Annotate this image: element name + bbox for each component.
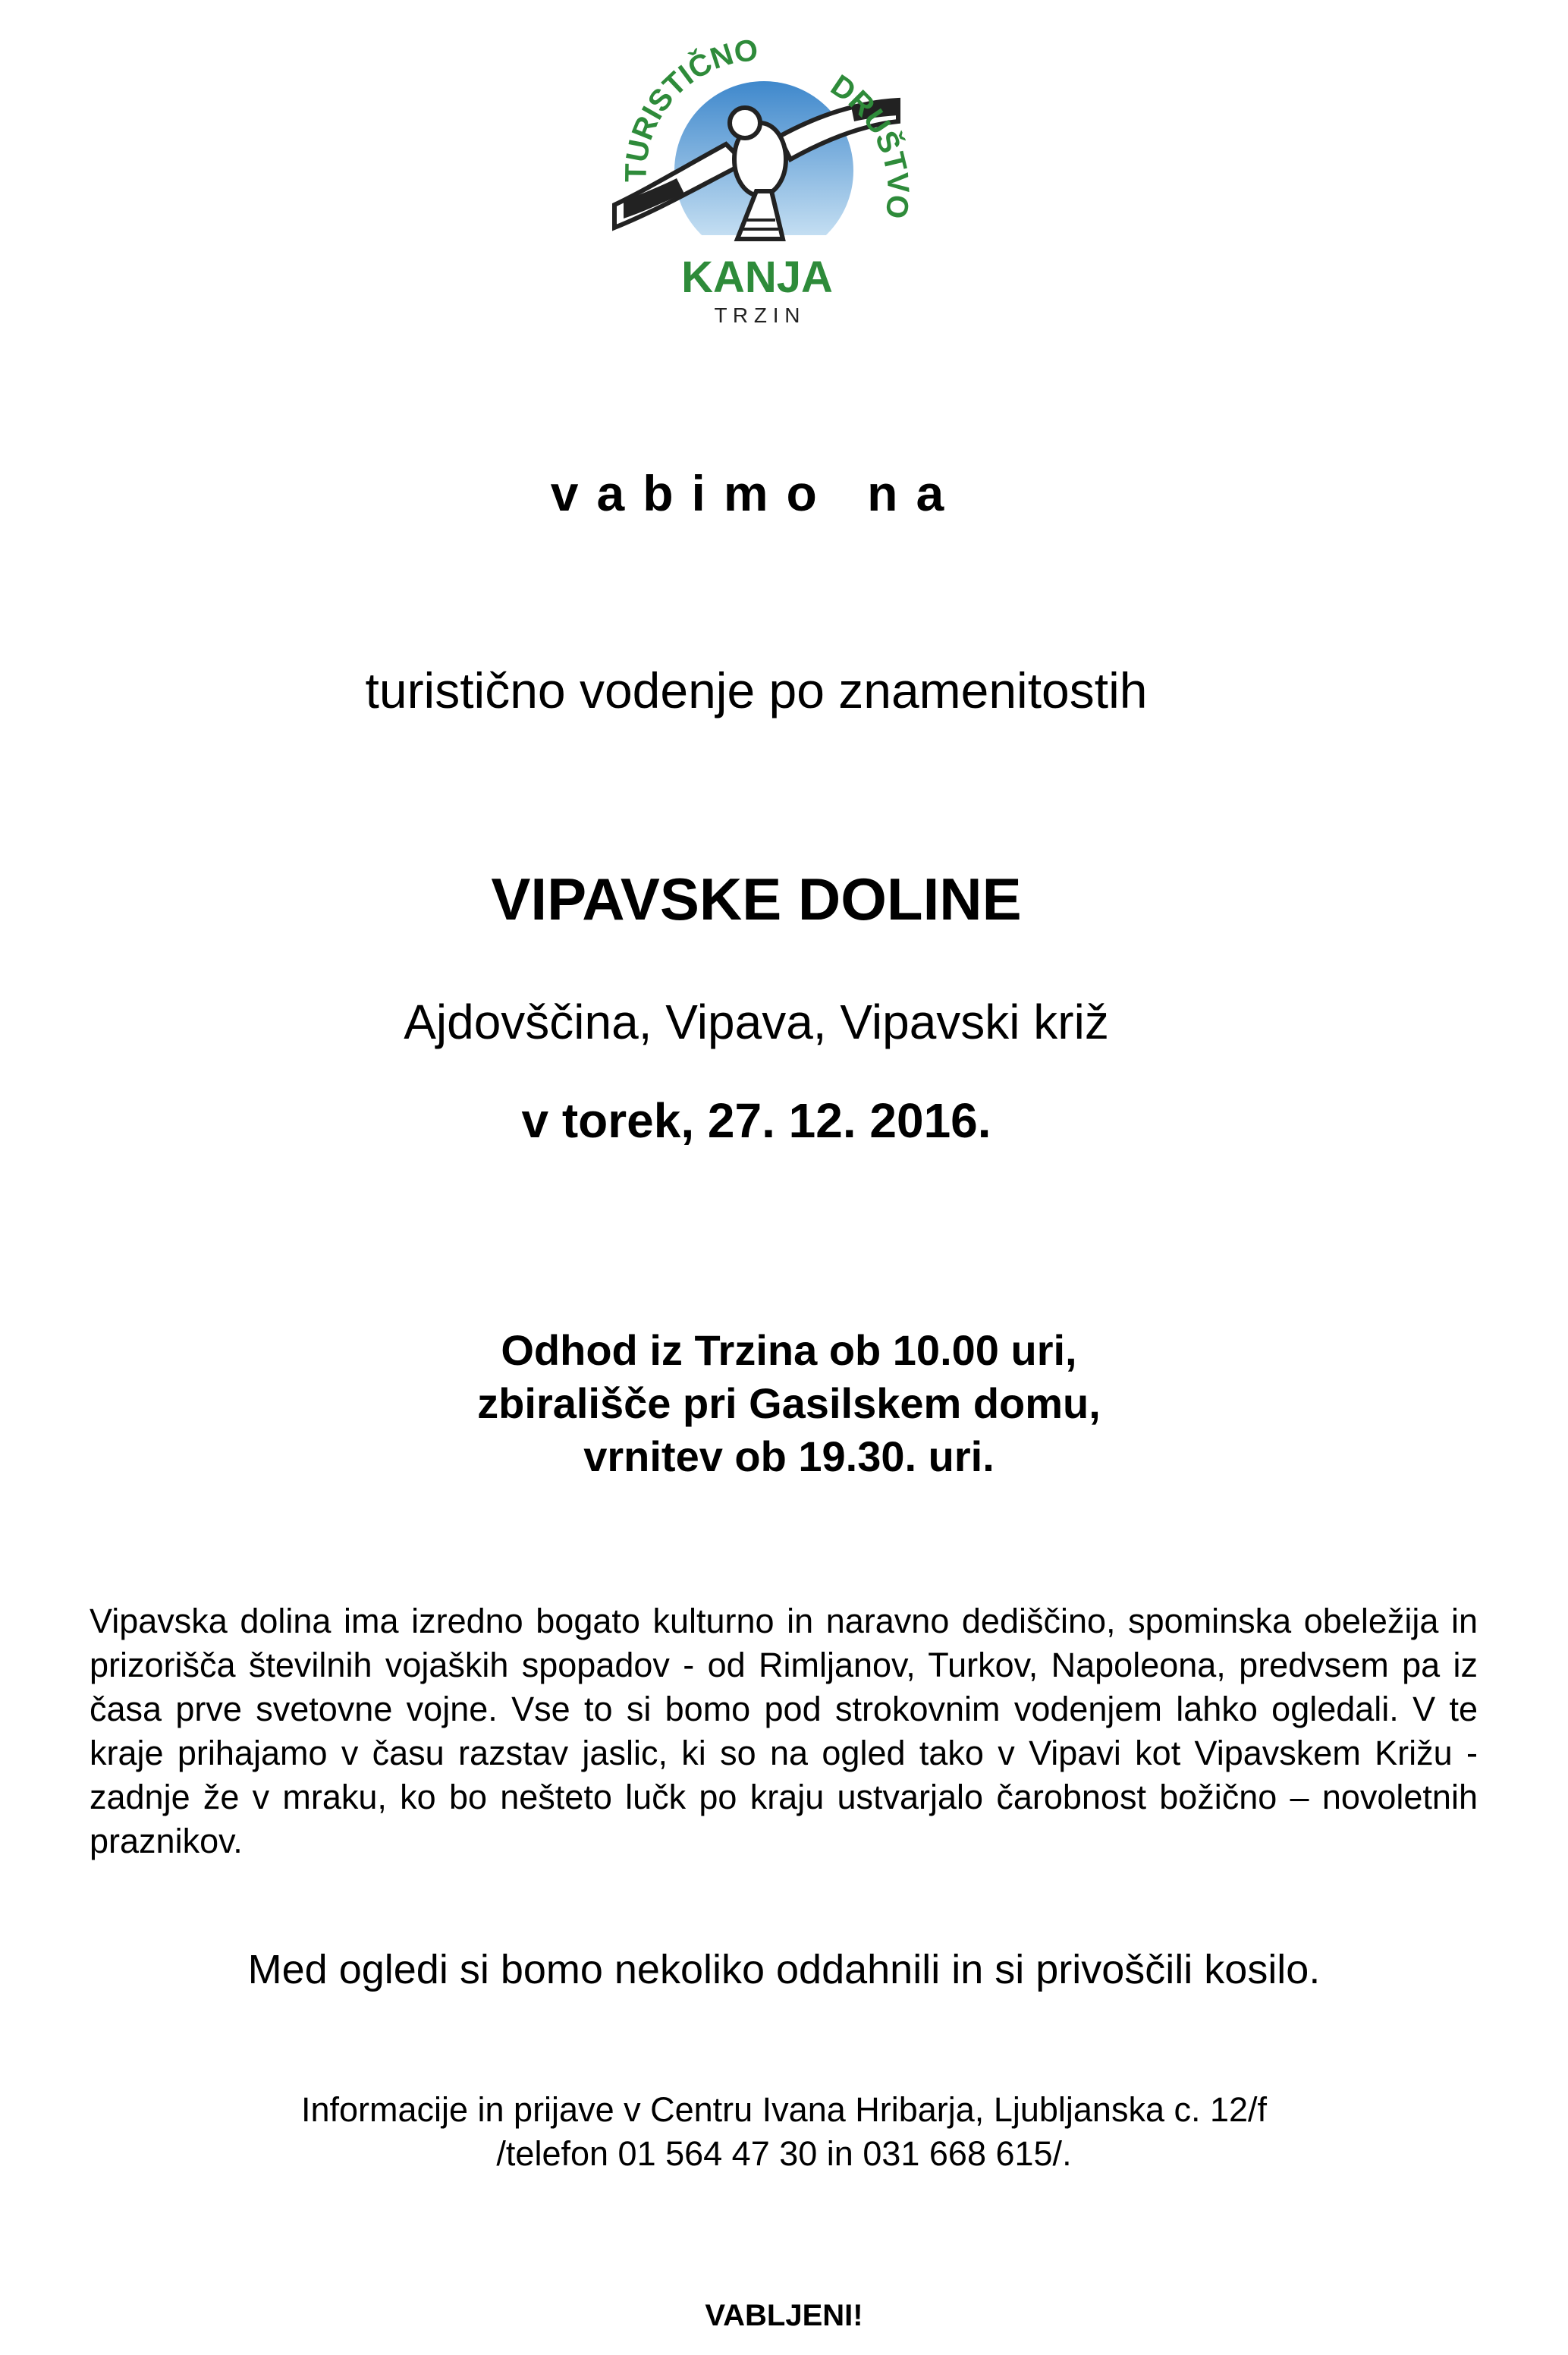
- buzzard-icon: [601, 30, 915, 331]
- logo-arc-right: DRUŠTVO: [825, 68, 915, 221]
- logo-arc-top: TURISTIČNO: [619, 33, 760, 183]
- logo-place: T R Z I N: [714, 303, 800, 327]
- invitation-heading: vabimo na: [550, 465, 963, 521]
- departure-line-2: zbirališče pri Gasilskem domu,: [477, 1379, 1101, 1427]
- departure-line-3: vrnitev ob 19.30. uri.: [583, 1432, 995, 1480]
- departure-line-1: Odhod iz Trzina ob 10.00 uri,: [501, 1326, 1077, 1374]
- description-paragraph: Vipavska dolina ima izredno bogato kulturno in naravno dediščino, spominska obeležija in prizorišča številnih vojaških spopadov - od Rimljanov, Turkov, Napoleona, predvsem pa iz časa prve svetovne vojne. Vse to si bomo pod strokovnim vodenjem lahko ogledali. V te kraje prihajamo v času razstav jaslic, ki so na ogled tako v Vipavi kot Vipavskem Križu - zadnje že v mraku, ko bo nešteto lučk po kraju ustvarjalo čarobnost božično – novoletnih praznikov.: [90, 1602, 1478, 1860]
- closing-invitation: VABLJENI!: [705, 2299, 863, 2332]
- departure-info: [455, 1324, 1123, 1483]
- logo-name: KANJA: [681, 253, 833, 302]
- places-list: Ajdovščina, Vipava, Vipavski križ: [404, 995, 1109, 1049]
- kanja-logo: [601, 30, 915, 331]
- contact-line-1: Informacije in prijave v Centru Ivana Hribarja, Ljubljanska c. 12/f: [300, 2090, 1268, 2129]
- region-title: VIPAVSKE DOLINE: [491, 866, 1022, 932]
- contact-line-2: /telefon 01 564 47 30 in 031 668 615/.: [496, 2134, 1072, 2173]
- tour-subtitle: turistično vodenje po znamenitostih: [365, 662, 1148, 718]
- lunch-note: Med ogledi si bomo nekoliko oddahnili in si privoščili kosilo.: [247, 1947, 1321, 1992]
- contact-info: [0, 2088, 1568, 2176]
- event-date: v torek, 27. 12. 2016.: [521, 1093, 991, 1148]
